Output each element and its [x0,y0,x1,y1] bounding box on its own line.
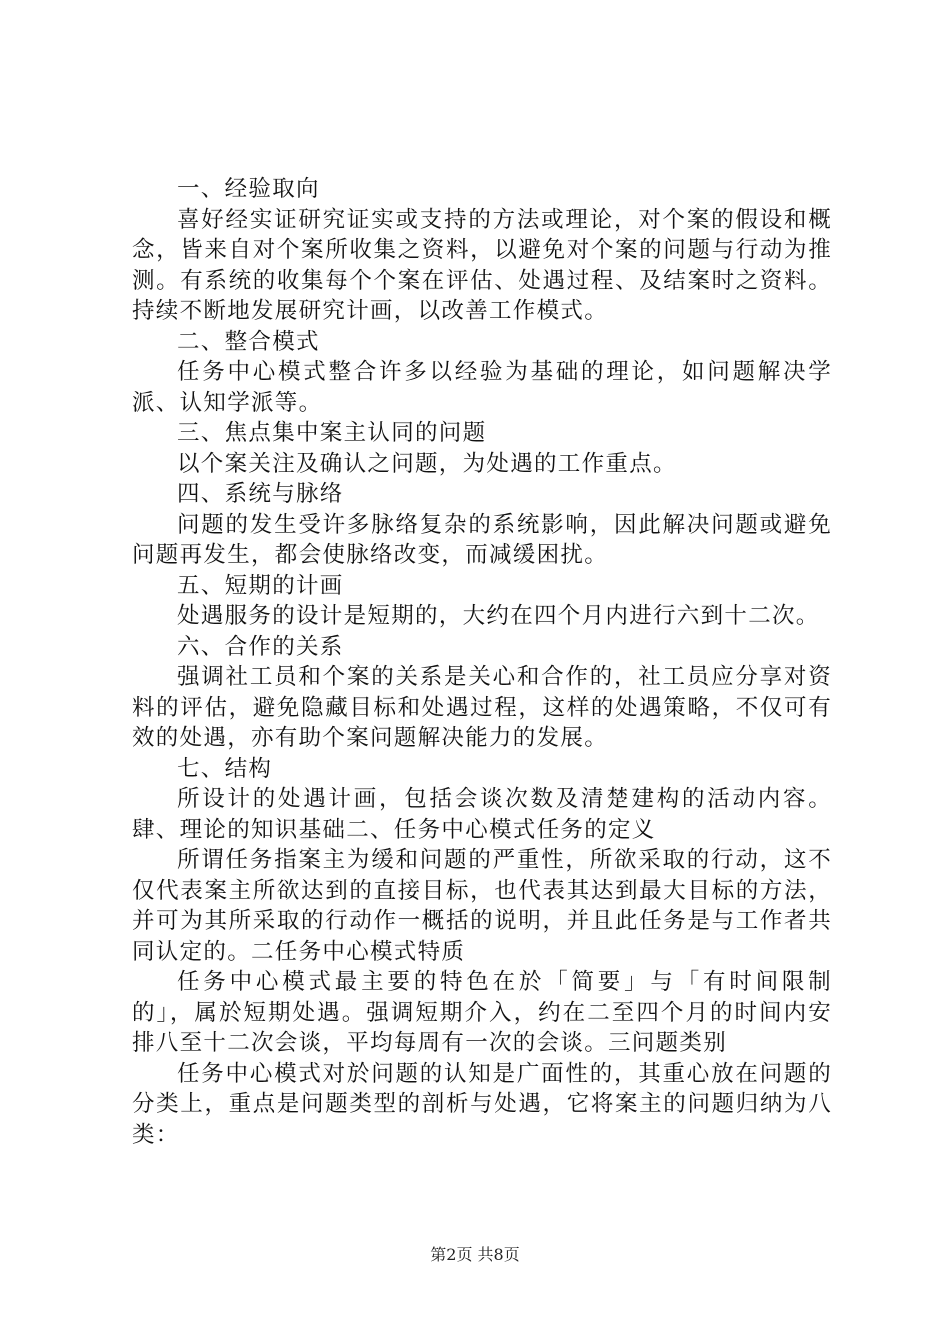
paragraph-heading-6: 六、合作的关系 [177,633,344,660]
paragraph-heading-3: 三、焦点集中案主认同的问题 [177,420,487,446]
paragraph-4: 问题的发生受许多脉络复杂的系统影响，因此解决问题或避免问题再发生，都会使脉络改变，而减缓困扰。 [132,511,832,568]
paragraph-heading-4: 四、系统与脉络 [177,481,344,507]
paragraph-6: 强调社工员和个案的关系是关心和合作的，社工员应分享对资料的评估，避免隐藏目标和处遇过程，这样的处遇策略，不仅可有效的处遇，亦有助个案问题解决能力的发展。 [132,664,832,751]
paragraph-3: 以个案关注及确认之问题，为处遇的工作重点。 [177,450,677,477]
paragraph-5: 处遇服务的设计是短期的，大约在四个月内进行六到十二次。 [177,603,820,629]
paragraph-task-definition: 所谓任务指案主为缓和问题的严重性，所欲采取的行动，这不仅代表案主所欲达到的直接目标，也代表其达到最大目标的方法，并可为其所采取的行动作一概括的说明，并且此任务是与工作者共同认定的。二任务中心模式特质 [132,847,832,965]
paragraph-problem-categories: 任务中心模式对於问题的认知是广面性的，其重心放在问题的分类上，重点是问题类型的剖析与处遇，它将案主的问题归纳为八类： [132,1060,832,1148]
paragraph-heading-1: 一、经验取向 [177,176,320,202]
paragraph-task-features: 任务中心模式最主要的特色在於「简要」与「有时间限制的」，属於短期处遇。强调短期介入，约在二至四个月的时间内安排八至十二次会谈，平均每周有一次的会谈。三问题类别 [132,969,832,1056]
paragraph-heading-5: 五、短期的计画 [177,572,344,599]
paragraph-7: 所设计的处遇计画，包括会谈次数及清楚建构的活动内容。肆、理论的知识基础二、任务中心模式任务的定义 [132,786,832,843]
paragraph-1: 喜好经实证研究证实或支持的方法或理论，对个案的假设和概念，皆来自对个案所收集之资料，以避免对个案的问题与行动为推测。有系统的收集每个个案在评估、处遇过程、及结案时之资料。持续不断地发展研究计画，以改善工作模式。 [132,206,832,324]
paragraph-heading-2: 二、整合模式 [177,328,320,355]
paragraph-2: 任务中心模式整合许多以经验为基础的理论，如问题解决学派、认知学派等。 [132,359,832,416]
paragraph-heading-7: 七、结构 [177,755,273,782]
document-body [132,174,832,1150]
page-footer: 第2页 共8页 [430,1245,520,1264]
